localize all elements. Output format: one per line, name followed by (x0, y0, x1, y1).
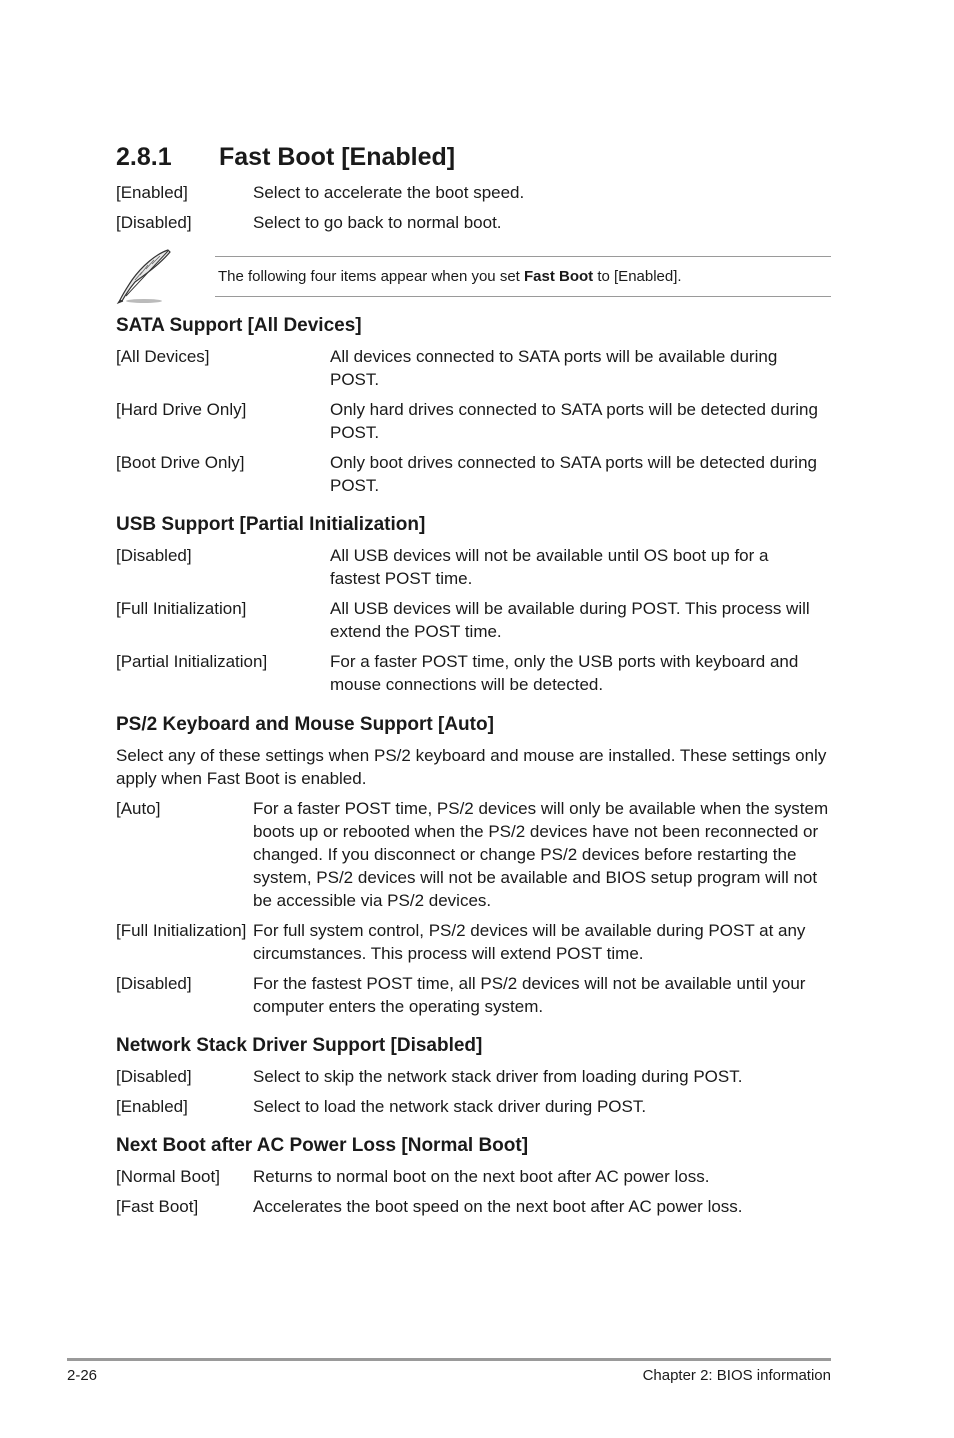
note-text-after: to [Enabled]. (593, 268, 682, 285)
option-label: [Normal Boot] (116, 1167, 220, 1186)
section-title-text: Fast Boot [Enabled] (219, 143, 456, 171)
option-desc: Select to go back to normal boot. (253, 213, 502, 232)
note-text (218, 267, 682, 287)
footer-divider (67, 1358, 831, 1361)
option-desc: Returns to normal boot on the next boot after AC power loss. (253, 1167, 710, 1186)
option-desc: Select to load the network stack driver during POST. (253, 1097, 647, 1116)
note-box (116, 248, 831, 298)
page-number: 2-26 (67, 1367, 98, 1384)
option-label: [Fast Boot] (116, 1197, 199, 1216)
note-text-bold: Fast Boot (524, 268, 594, 285)
option-desc: Select to accelerate the boot speed. (253, 183, 525, 202)
option-label: [All Devices] (116, 347, 210, 366)
option-desc: All USB devices will be available during POST. This process will extend the POST time. (330, 599, 810, 641)
section-number: 2.8.1 (116, 143, 172, 171)
chapter-label: Chapter 2: BIOS information (642, 1367, 831, 1384)
option-label: [Auto] (116, 799, 161, 818)
option-desc: All devices connected to SATA ports will be available during POST. (330, 347, 778, 389)
ps2-intro: Select any of these settings when PS/2 keyboard and mouse are installed. These settings only apply when Fast Boot is enabled. (116, 746, 827, 788)
sata-title: SATA Support [All Devices] (116, 315, 362, 336)
option-label: [Enabled] (116, 183, 188, 202)
option-label: [Full Initialization] (116, 921, 247, 940)
option-label: [Disabled] (116, 213, 192, 232)
option-label: [Disabled] (116, 546, 192, 565)
acpower-title: Next Boot after AC Power Loss [Normal Boot] (116, 1135, 529, 1156)
option-label: [Full Initialization] (116, 599, 247, 618)
option-label: [Disabled] (116, 974, 192, 993)
section-title (116, 143, 455, 172)
option-desc: For a faster POST time, only the USB ports with keyboard and mouse connections will be detected. (330, 652, 799, 694)
feather-pen-icon (116, 248, 176, 304)
option-label: [Disabled] (116, 1067, 192, 1086)
option-desc: All USB devices will not be available until OS boot up for a fastest POST time. (330, 546, 769, 588)
option-label: [Partial Initialization] (116, 652, 268, 671)
option-label: [Hard Drive Only] (116, 400, 247, 419)
option-label: [Enabled] (116, 1097, 188, 1116)
option-desc: Only boot drives connected to SATA ports will be detected during POST. (330, 453, 817, 495)
option-desc: Accelerates the boot speed on the next boot after AC power loss. (253, 1197, 743, 1216)
note-divider-bottom (215, 296, 831, 297)
note-divider-top (215, 256, 831, 257)
note-text-before: The following four items appear when you set (218, 268, 524, 285)
ps2-title: PS/2 Keyboard and Mouse Support [Auto] (116, 714, 494, 735)
option-desc: Only hard drives connected to SATA ports will be detected during POST. (330, 400, 818, 442)
option-label: [Boot Drive Only] (116, 453, 245, 472)
network-title: Network Stack Driver Support [Disabled] (116, 1035, 483, 1056)
option-desc: For a faster POST time, PS/2 devices will only be available when the system boots up or rebooted when the PS/2 devices have not been reconnected or changed. If you disconnect or change PS/2 devices before restarting the system, PS/2 devices will not be available and BIOS setup program will not be accessible via PS/2 devices. (253, 799, 829, 910)
option-desc: Select to skip the network stack driver from loading during POST. (253, 1067, 743, 1086)
option-desc: For the fastest POST time, all PS/2 devices will not be available until your computer enters the operating system. (253, 974, 806, 1016)
usb-title: USB Support [Partial Initialization] (116, 514, 426, 535)
option-desc: For full system control, PS/2 devices will be available during POST at any circumstances. This process will extend POST time. (253, 921, 806, 963)
